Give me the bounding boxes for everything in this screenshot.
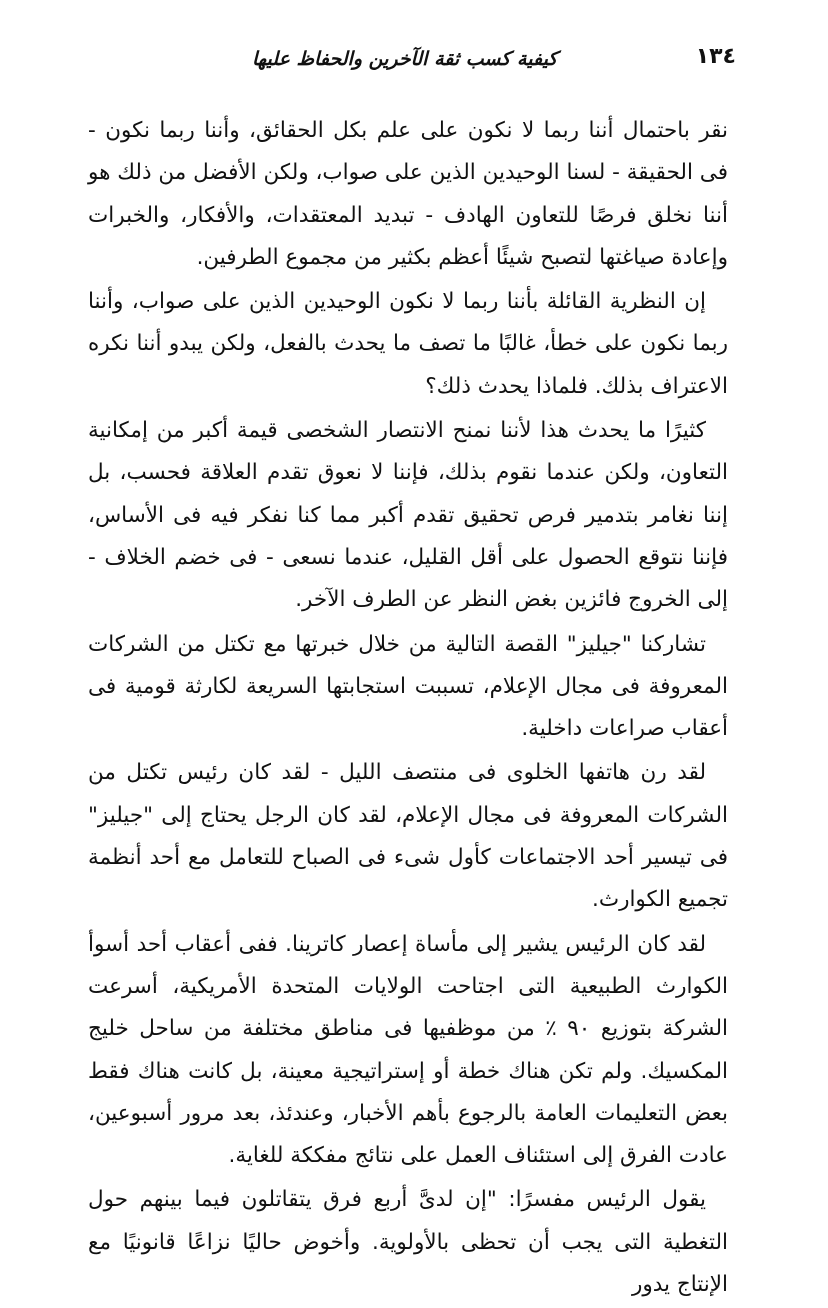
paragraph: لقد كان الرئيس يشير إلى مأساة إعصار كاترينا. ففى أعقاب أحد أسوأ الكوارث الطبيعية التى اجتاحت الولايات المتحدة الأمريكية، أسرعت الشركة بتوزيع ٩٠ ٪ من موظفيها فى مناطق مختلفة من ساحل خليج المكسيك. ولم تكن هناك خطة أو إستراتيجية معينة، بل كانت هناك فقط بعض التعليمات العامة بالرجوع بأهم الأخبار، وعندئذ، بعد مرور أسبوعين، عادت الفرق إلى استئناف العمل على نتائج مفككة للغاية. [88,931,729,1169]
paragraph-continued: نقر باحتمال أننا ربما لا نكون على علم بكل الحقائق، وأننا ربما نكون - فى الحقيقة - لسنا الوحيدين الذين على صواب، ولكن الأفضل من ذلك هو أننا نخلق فرصًا للتعاون الهادف - تبديد المعتقدات، والأفكار، والخبرات وإعادة صياغتها لتصبح شيئًا أعظم بكثير من مجموع الطرفين. [88,118,728,270]
running-title: كيفية كسب ثقة الآخرين والحفاظ عليها [252,48,558,70]
paragraph: تشاركنا "جيليز" القصة التالية من خلال خبرتها مع تكتل من الشركات المعروفة فى مجال الإعلام، تسببت استجابتها السريعة لكارثة قومية فى أعقاب صراعات داخلية. [88,631,728,742]
paragraph: لقد رن هاتفها الخلوى فى منتصف الليل - لقد كان رئيس تكتل من الشركات المعروفة فى مجال الإعلام، لقد كان الرجل يحتاج إلى "جيليز" فى تيسير أحد الاجتماعات كأول شىء فى الصباح للتعامل مع أحد أنظمة تجميع الكوارث. [88,760,728,913]
page-number: ١٣٤ [695,44,736,69]
running-header [76,40,736,80]
paragraph: إن النظرية القائلة بأننا ربما لا نكون الوحيدين الذين على صواب، وأننا ربما نكون على خطأ، غالبًا ما تصف ما يحدث بالفعل، ولكن يبدو أننا نكره الاعتراف بذلك. فلماذا يحدث ذلك؟ [88,289,728,399]
body-text [88,110,728,1308]
paragraph: كثيرًا ما يحدث هذا لأننا نمنح الانتصار الشخصى قيمة أكبر من إمكانية التعاون، ولكن عندما نقوم بذلك، فإننا لا نعوق تقدم العلاقة فحسب، بل إننا نغامر بتدمير فرص تحقيق تقدم أكبر مما كنا نفكر فيه فى الأساس، فإننا نتوقع الحصول على أقل القليل، عندما نسعى - فى خضم الخلاف - إلى الخروج فائزين بغض النظر عن الطرف الآخر. [88,418,728,613]
paragraph: يقول الرئيس مفسرًا: "إن لدىَّ أربع فرق يتقاتلون فيما بينهم حول التغطية التى يجب أن تحظى بالأولوية. وأخوض حاليًا نزاعًا قانونيًا مع الإنتاج يدور [88,1187,728,1298]
